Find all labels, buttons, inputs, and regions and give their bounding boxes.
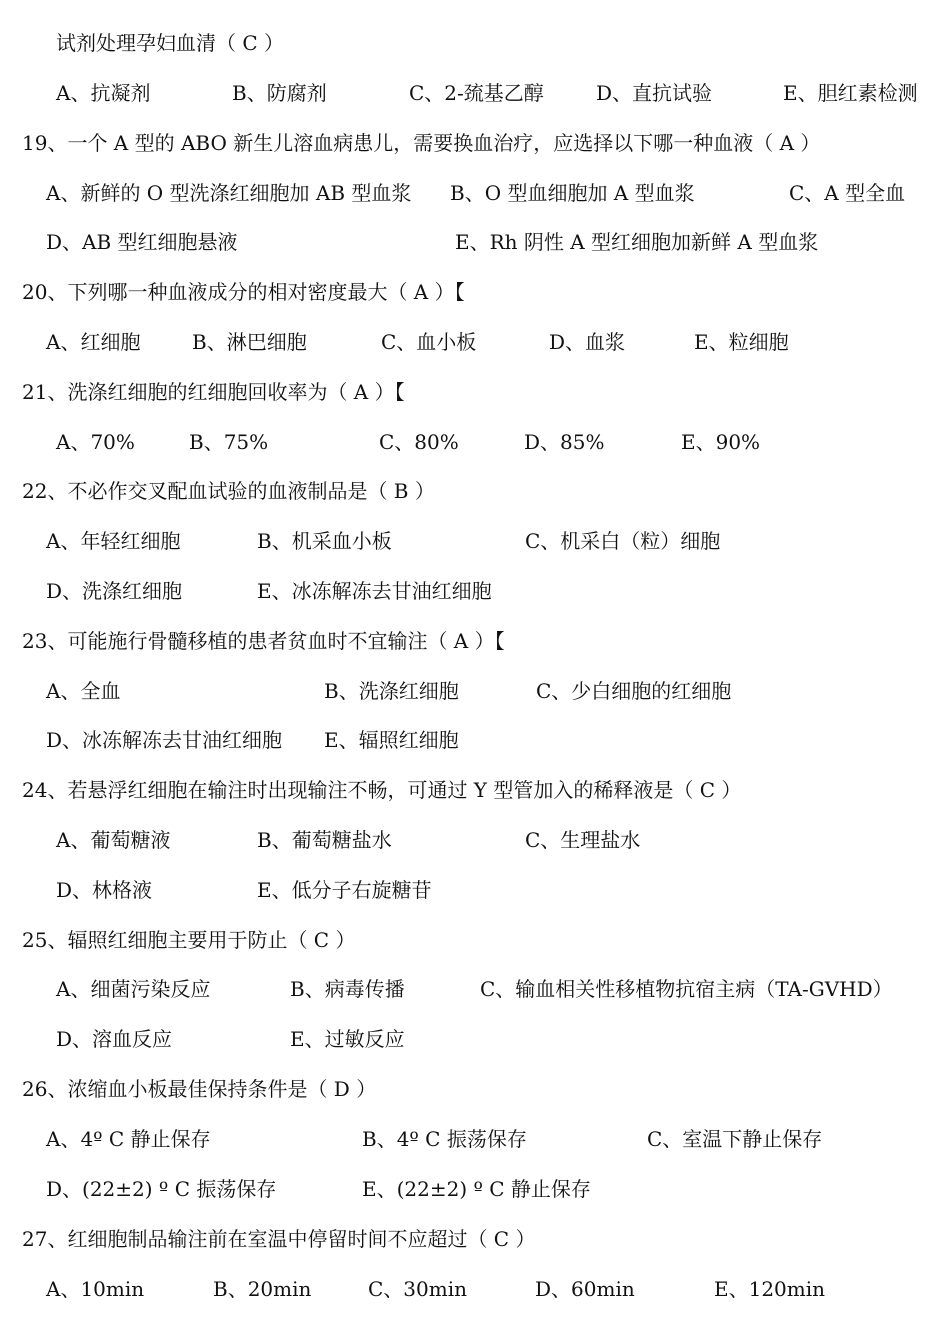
option-row [0,673,950,709]
option-c: C、2-巯基乙醇 [409,81,544,105]
option-d: D、60min [535,1277,635,1301]
option-e: E、粒细胞 [694,330,789,354]
option-d: D、AB 型红细胞悬液 [46,230,238,254]
option-row [0,1021,950,1057]
option-row [0,523,950,559]
option-a: A、新鲜的 O 型洗涤红细胞加 AB 型血浆 [46,181,412,205]
option-c: C、血小板 [381,330,477,354]
option-a: A、年轻红细胞 [46,529,181,553]
option-b: B、O 型血细胞加 A 型血浆 [450,181,695,205]
question-stem [0,274,950,310]
option-row [0,822,950,858]
option-c: C、机采白（粒）细胞 [525,529,721,553]
option-c: C、输血相关性移植物抗宿主病（TA-GVHD） [480,977,893,1001]
option-d: D、(22±2) º C 振荡保存 [46,1177,277,1201]
option-b: B、4º C 振荡保存 [362,1127,527,1151]
option-b: B、病毒传播 [290,977,405,1001]
line-text: 19、一个 A 型的 ABO 新生儿溶血病患儿，需要换血治疗，应选择以下哪一种血液（ A ） [22,131,821,155]
question-stem [0,374,950,410]
line-text: 25、辐照红细胞主要用于防止（ C ） [22,928,356,952]
option-row [0,224,950,260]
option-b: B、洗涤红细胞 [324,679,459,703]
line-text: 26、浓缩血小板最佳保持条件是（ D ） [22,1077,377,1101]
option-d: D、血浆 [549,330,626,354]
option-d: D、85% [524,430,605,454]
question-stem [0,1221,950,1257]
option-c: C、A 型全血 [789,181,906,205]
option-b: B、淋巴细胞 [192,330,307,354]
option-row [0,872,950,908]
option-e: E、120min [714,1277,826,1301]
option-b: B、防腐剂 [232,81,327,105]
option-c: C、80% [379,430,459,454]
option-a: A、抗凝剂 [56,81,151,105]
line-text: 24、若悬浮红细胞在输注时出现输注不畅，可通过 Y 型管加入的稀释液是（ C ） [22,778,742,802]
option-e: E、冰冻解冻去甘油红细胞 [257,579,492,603]
option-b: B、20min [213,1277,312,1301]
option-row [0,424,950,460]
question-stem [0,125,950,161]
option-a: A、10min [46,1277,145,1301]
question-stem [0,25,950,61]
option-d: D、林格液 [56,878,153,902]
option-row [0,175,950,211]
option-row [0,1171,950,1207]
option-a: A、全血 [46,679,121,703]
option-d: D、洗涤红细胞 [46,579,183,603]
option-e: E、(22±2) º C 静止保存 [362,1177,591,1201]
line-text: 试剂处理孕妇血清（ C ） [56,31,285,55]
line-text: 21、洗涤红细胞的红细胞回收率为（ A ）【 [22,380,405,404]
option-d: D、冰冻解冻去甘油红细胞 [46,728,283,752]
question-stem [0,1071,950,1107]
line-text: 22、不必作交叉配血试验的血液制品是（ B ） [22,479,435,503]
option-a: A、细菌污染反应 [56,977,211,1001]
option-b: B、葡萄糖盐水 [257,828,392,852]
option-row [0,75,950,111]
option-e: E、低分子右旋糖苷 [257,878,432,902]
option-c: C、30min [368,1277,467,1301]
option-row [0,722,950,758]
option-row [0,573,950,609]
question-stem [0,623,950,659]
option-row [0,971,950,1007]
option-d: D、溶血反应 [56,1027,173,1051]
option-row [0,1271,950,1307]
question-stem [0,473,950,509]
option-c: C、室温下静止保存 [647,1127,823,1151]
question-stem [0,922,950,958]
option-b: B、机采血小板 [257,529,392,553]
option-e: E、90% [681,430,761,454]
option-a: A、70% [56,430,135,454]
option-b: B、75% [189,430,269,454]
option-e: E、过敏反应 [290,1027,405,1051]
option-d: D、直抗试验 [596,81,713,105]
option-row [0,1121,950,1157]
option-a: A、红细胞 [46,330,141,354]
line-text: 27、红细胞制品输注前在室温中停留时间不应超过（ C ） [22,1227,536,1251]
option-e: E、辐照红细胞 [324,728,459,752]
line-text: 20、下列哪一种血液成分的相对密度最大（ A ）【 [22,280,465,304]
option-e: E、胆红素检测 [783,81,918,105]
option-c: C、生理盐水 [525,828,641,852]
option-a: A、4º C 静止保存 [46,1127,211,1151]
option-a: A、葡萄糖液 [56,828,171,852]
question-stem [0,772,950,808]
line-text: 23、可能施行骨髓移植的患者贫血时不宜输注（ A ）【 [22,629,505,653]
option-e: E、Rh 阴性 A 型红细胞加新鲜 A 型血浆 [455,230,819,254]
option-c: C、少白细胞的红细胞 [536,679,732,703]
option-row [0,324,950,360]
